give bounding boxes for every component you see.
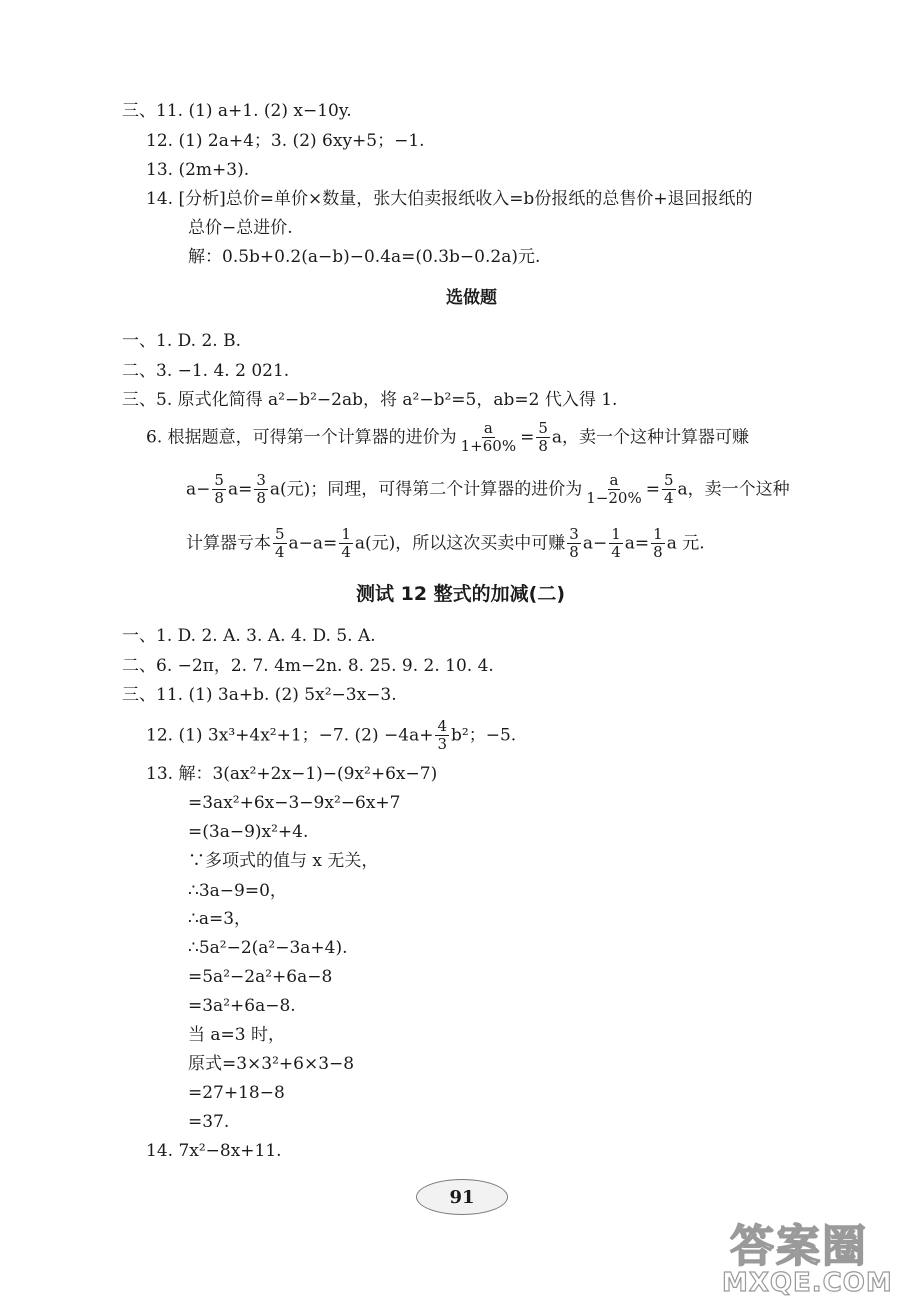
section-title: 测试 12 整式的加减(二) bbox=[356, 583, 566, 605]
fraction: $\frac{5}{8}$ bbox=[538, 419, 548, 456]
answer-line: 二、3. −1. 4. 2 021. bbox=[122, 361, 290, 381]
answer-line-q6-3: 计算器亏本 $\frac{5}{4}$ a−a= $\frac{1}{4}$ a(元)，所以这次买卖中可赚 $\frac{3}{8}$ a− $\frac{1}{4}$ a= $\frac{1}{8}$ a 元. bbox=[186, 525, 705, 562]
answer-line: 一、1. D. 2. A. 3. A. 4. D. 5. A. bbox=[122, 626, 376, 646]
answer-line: 解：0.5b+0.2(a−b)−0.4a=(0.3b−0.2a)元. bbox=[188, 247, 541, 267]
fraction: $\frac{5}{8}$ bbox=[214, 471, 224, 508]
watermark-bottom: MXQE.COM bbox=[722, 1268, 893, 1298]
solution-line: 原式=3×3²+6×3−8 bbox=[188, 1054, 355, 1074]
answer-line: 一、1. D. 2. B. bbox=[122, 331, 241, 351]
answer-line: 三、11. (1) a+1. (2) x−10y. bbox=[122, 101, 352, 121]
answer-line-q12: 12. (1) 3x³+4x²+1；−7. (2) −4a+ $\frac{4}{3}$ b²；−5. bbox=[146, 717, 517, 754]
answer-line-q6-2: a− $\frac{5}{8}$ a= $\frac{3}{8}$ a(元)；同理，可得第二个计算器的进价为 $\frac{a}{1-20\%}$ = $\frac{5}{4}$ a，卖一个这种 bbox=[186, 471, 790, 508]
solution-line: =(3a−9)x²+4. bbox=[188, 822, 309, 842]
fraction: $\frac{1}{4}$ bbox=[341, 525, 351, 562]
answer-line: 三、5. 原式化简得 a²−b²−2ab，将 a²−b²=5，ab=2 代入得 1. bbox=[122, 390, 618, 410]
answer-line-q6-1: 6. 根据题意，可得第一个计算器的进价为 $\frac{a}{1+60\%}$ = $\frac{5}{8}$ a，卖一个这种计算器可赚 bbox=[146, 419, 750, 456]
solution-line: =37. bbox=[188, 1112, 230, 1132]
answer-line: 13. (2m+3). bbox=[146, 160, 250, 180]
fraction: $\frac{1}{4}$ bbox=[611, 525, 621, 562]
solution-line: ∵多项式的值与 x 无关， bbox=[188, 851, 379, 871]
answer-line: 14. [分析]总价=单价×数量，张大伯卖报纸收入=b份报纸的总售价+退回报纸的 bbox=[146, 189, 753, 209]
section-title: 选做题 bbox=[446, 288, 497, 308]
answer-line: 二、6. −2π，2. 7. 4m−2n. 8. 25. 9. 2. 10. 4. bbox=[122, 656, 494, 676]
solution-line: =27+18−8 bbox=[188, 1083, 285, 1103]
fraction: $\frac{1}{8}$ bbox=[653, 525, 663, 562]
fraction: $\frac{3}{8}$ bbox=[569, 525, 579, 562]
solution-line: =3ax²+6x−3−9x²−6x+7 bbox=[188, 793, 401, 813]
solution-line: 当 a=3 时， bbox=[188, 1025, 286, 1045]
fraction: $\frac{a}{1-20\%}$ bbox=[586, 471, 642, 508]
answer-line: 三、11. (1) 3a+b. (2) 5x²−3x−3. bbox=[122, 685, 397, 705]
solution-line: =3a²+6a−8. bbox=[188, 996, 296, 1016]
solution-line: =5a²−2a²+6a−8 bbox=[188, 967, 333, 987]
answer-line: 14. 7x²−8x+11. bbox=[146, 1141, 282, 1161]
answer-line: 12. (1) 2a+4；3. (2) 6xy+5；−1. bbox=[146, 131, 425, 151]
solution-line: ∴a=3， bbox=[188, 909, 252, 929]
fraction: $\frac{5}{4}$ bbox=[275, 525, 285, 562]
solution-line: ∴3a−9=0， bbox=[188, 881, 287, 901]
fraction: $\frac{3}{8}$ bbox=[256, 471, 266, 508]
solution-line: ∴5a²−2(a²−3a+4). bbox=[188, 938, 348, 958]
fraction: $\frac{a}{1+60\%}$ bbox=[460, 419, 517, 456]
answer-line: 总价−总进价. bbox=[188, 218, 293, 238]
solution-line: 13. 解：3(ax²+2x−1)−(9x²+6x−7) bbox=[146, 764, 438, 784]
watermark-top: 答案圈 bbox=[730, 1221, 868, 1272]
fraction: $\frac{4}{3}$ bbox=[437, 717, 448, 754]
page-number: 91 bbox=[416, 1179, 508, 1215]
watermark-logo bbox=[722, 1210, 892, 1302]
fraction: $\frac{5}{4}$ bbox=[663, 471, 674, 508]
